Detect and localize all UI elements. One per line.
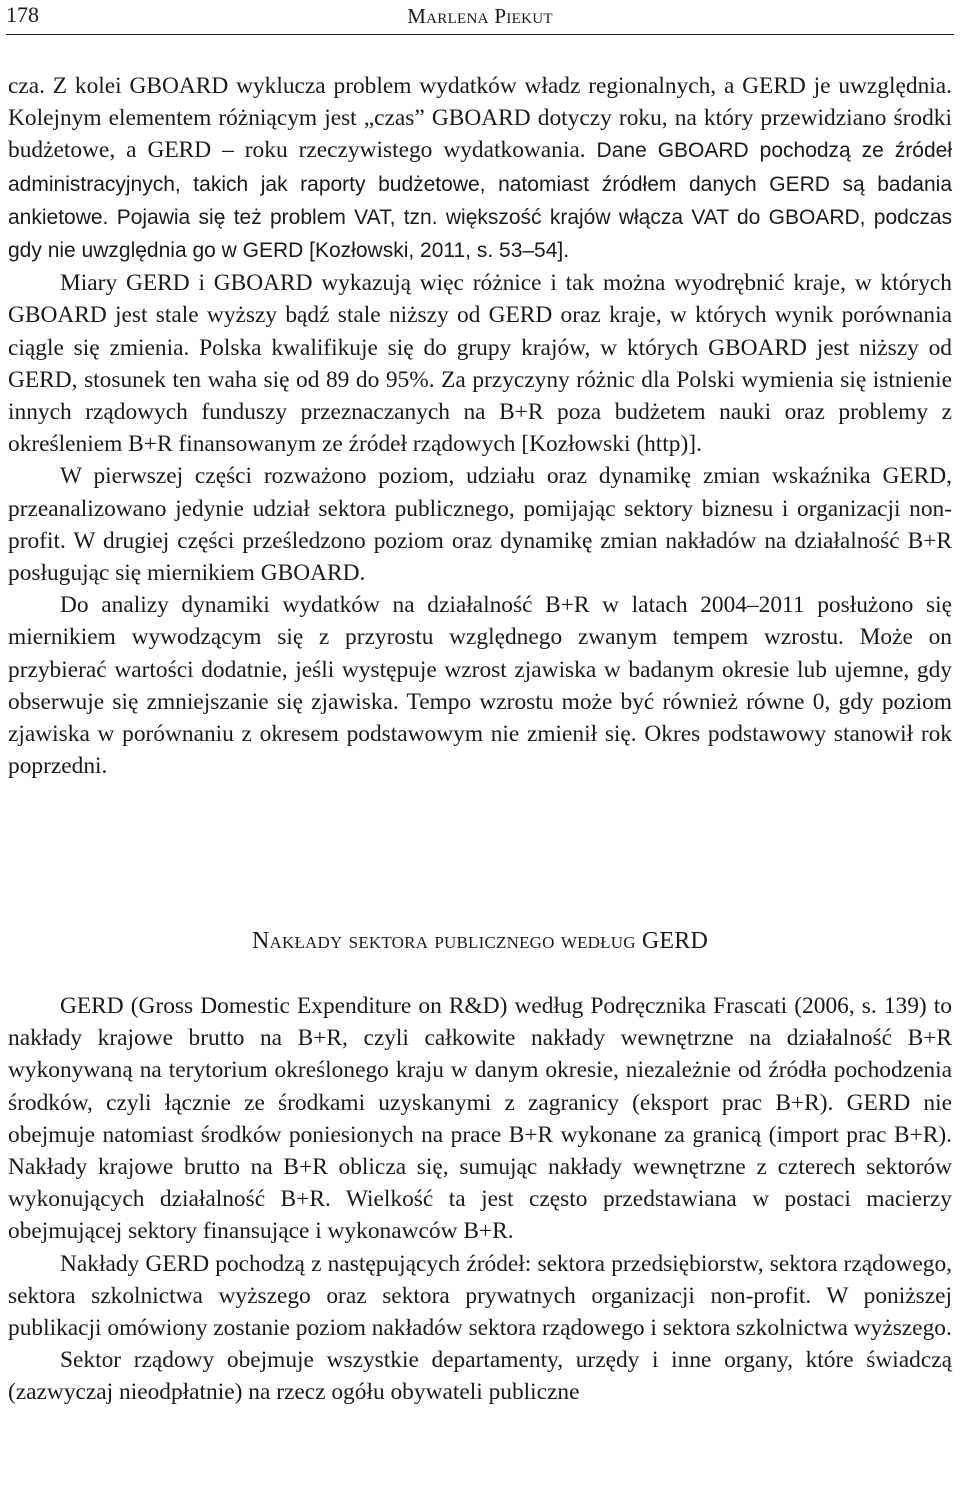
paragraph [8,70,952,267]
paragraph [8,267,952,460]
paragraph-text-sans: Dane GBOARD pochodzą ze źródeł administracyjnych, takich jak raporty budżetowe, natomiast źródłem danych GERD są badania ankietowe. Pojawia się też problem VAT, tzn. większość krajów włącza VAT do GBOARD, podczas gdy nie uwzględnia go w GERD [Kozłowski, 2011, s. 53–54]. [8,139,953,263]
paragraph: GERD (Gross Domestic Expenditure on R&D) według Podręcznika Frascati (2006, s. 139) to nakłady krajowe brutto na B+R, czyli całkowite nakłady wewnętrzne na działalność B+R wykonywaną na terytorium określonego kraju w danym okresie, niezależnie od źródła pochodzenia środków, czyli łącznie ze środkami uzyskanymi z zagranicy (eksport prac B+R). GERD nie obejmuje natomiast środków poniesionych na prace B+R wykonane za granicą (import prac B+R). Nakłady krajowe brutto na B+R oblicza się, sumując nakłady wewnętrzne z czterech sektorów wykonujących działalność B+R. Wielkość ta jest często przedstawiana w postaci macierzy obejmującej sektory finansujące i wykonawców B+R. [8,993,952,1245]
running-author: Marlena Piekut [407,4,553,28]
paragraph-text: W pierwszej części rozważono poziom, udziału oraz dynamikę zmian wskaźnika GERD, przeanalizowano jedynie udział sektora publicznego, pomijając sektory biznesu i organizacji non-profit. W drugiej części prześledzono poziom oraz dynamikę zmian nakładów na działalność B+R posługując się miernikiem GBOARD. [8,463,952,587]
running-header [6,0,954,35]
body-text-top [8,70,952,782]
paragraph-text: cza. Z kolei GBOARD wyklucza problem wydatków władz regionalnych, a GERD je uwzględnia. Kolejnym elementem różniącym jest „czas” GBOARD dotyczy roku, na który przewidziano środki budżetowe, a GERD – roku rzeczywistego wydatkowania. [8,73,952,164]
paragraph: Nakłady GERD pochodzą z następujących źródeł: sektora przedsiębiorstw, sektora rządowego, sektora szkolnictwa wyższego oraz sektora prywatnych organizacji non-profit. W poniższej publikacji omówiony zostanie poziom nakładów sektora rządowego i sektora szkolnictwa wyższego. [8,1250,952,1342]
paragraph-text: Do analizy dynamiki wydatków na działalność B+R w latach 2004–2011 posłużono się miernikiem wywodzącym się z przyrostu względnego zwanym tempem wzrostu. Może on przybierać wartości dodatnie, jeśli występuje wzrost zjawiska w badanym okresie lub ujemne, gdy obserwuje się zmniejszanie się zjawiska. Tempo wzrostu może być również równe 0, gdy poziom zjawiska w porównaniu z okresem podstawowym nie zmienił się. Okres podstawowy stanowił rok poprzedni. [8,592,952,780]
paragraph-text: Miary GERD i GBOARD wykazują więc różnice i tak można wyodrębnić kraje, w których GBOARD jest stale wyższy bądź stale niższy od GERD oraz kraje, w których wynik porównania ciągle się zmienia. Polska kwalifikuje się do grupy krajów, w których GBOARD jest niższy od GERD, stosunek ten waha się od 89 do 95%. Za przyczyny różnic dla Polski wymienia się istnienie innych rządowych funduszy przeznaczanych na B+R poza budżetem nauki oraz problemy z określeniem B+R finansowanym ze źródeł rządowych [Kozłowski (http)]. [8,270,952,458]
body-text-bottom [8,990,952,1409]
paragraph [8,460,952,589]
page-number: 178 [6,2,39,27]
paragraph: Sektor rządowy obejmuje wszystkie departamenty, urzędy i inne organy, które świadczą (zazwyczaj nieodpłatnie) na rzecz ogółu obywateli publiczne [8,1347,952,1406]
paragraph [8,589,952,782]
section-heading: Nakłady sektora publicznego według GERD [251,928,709,954]
